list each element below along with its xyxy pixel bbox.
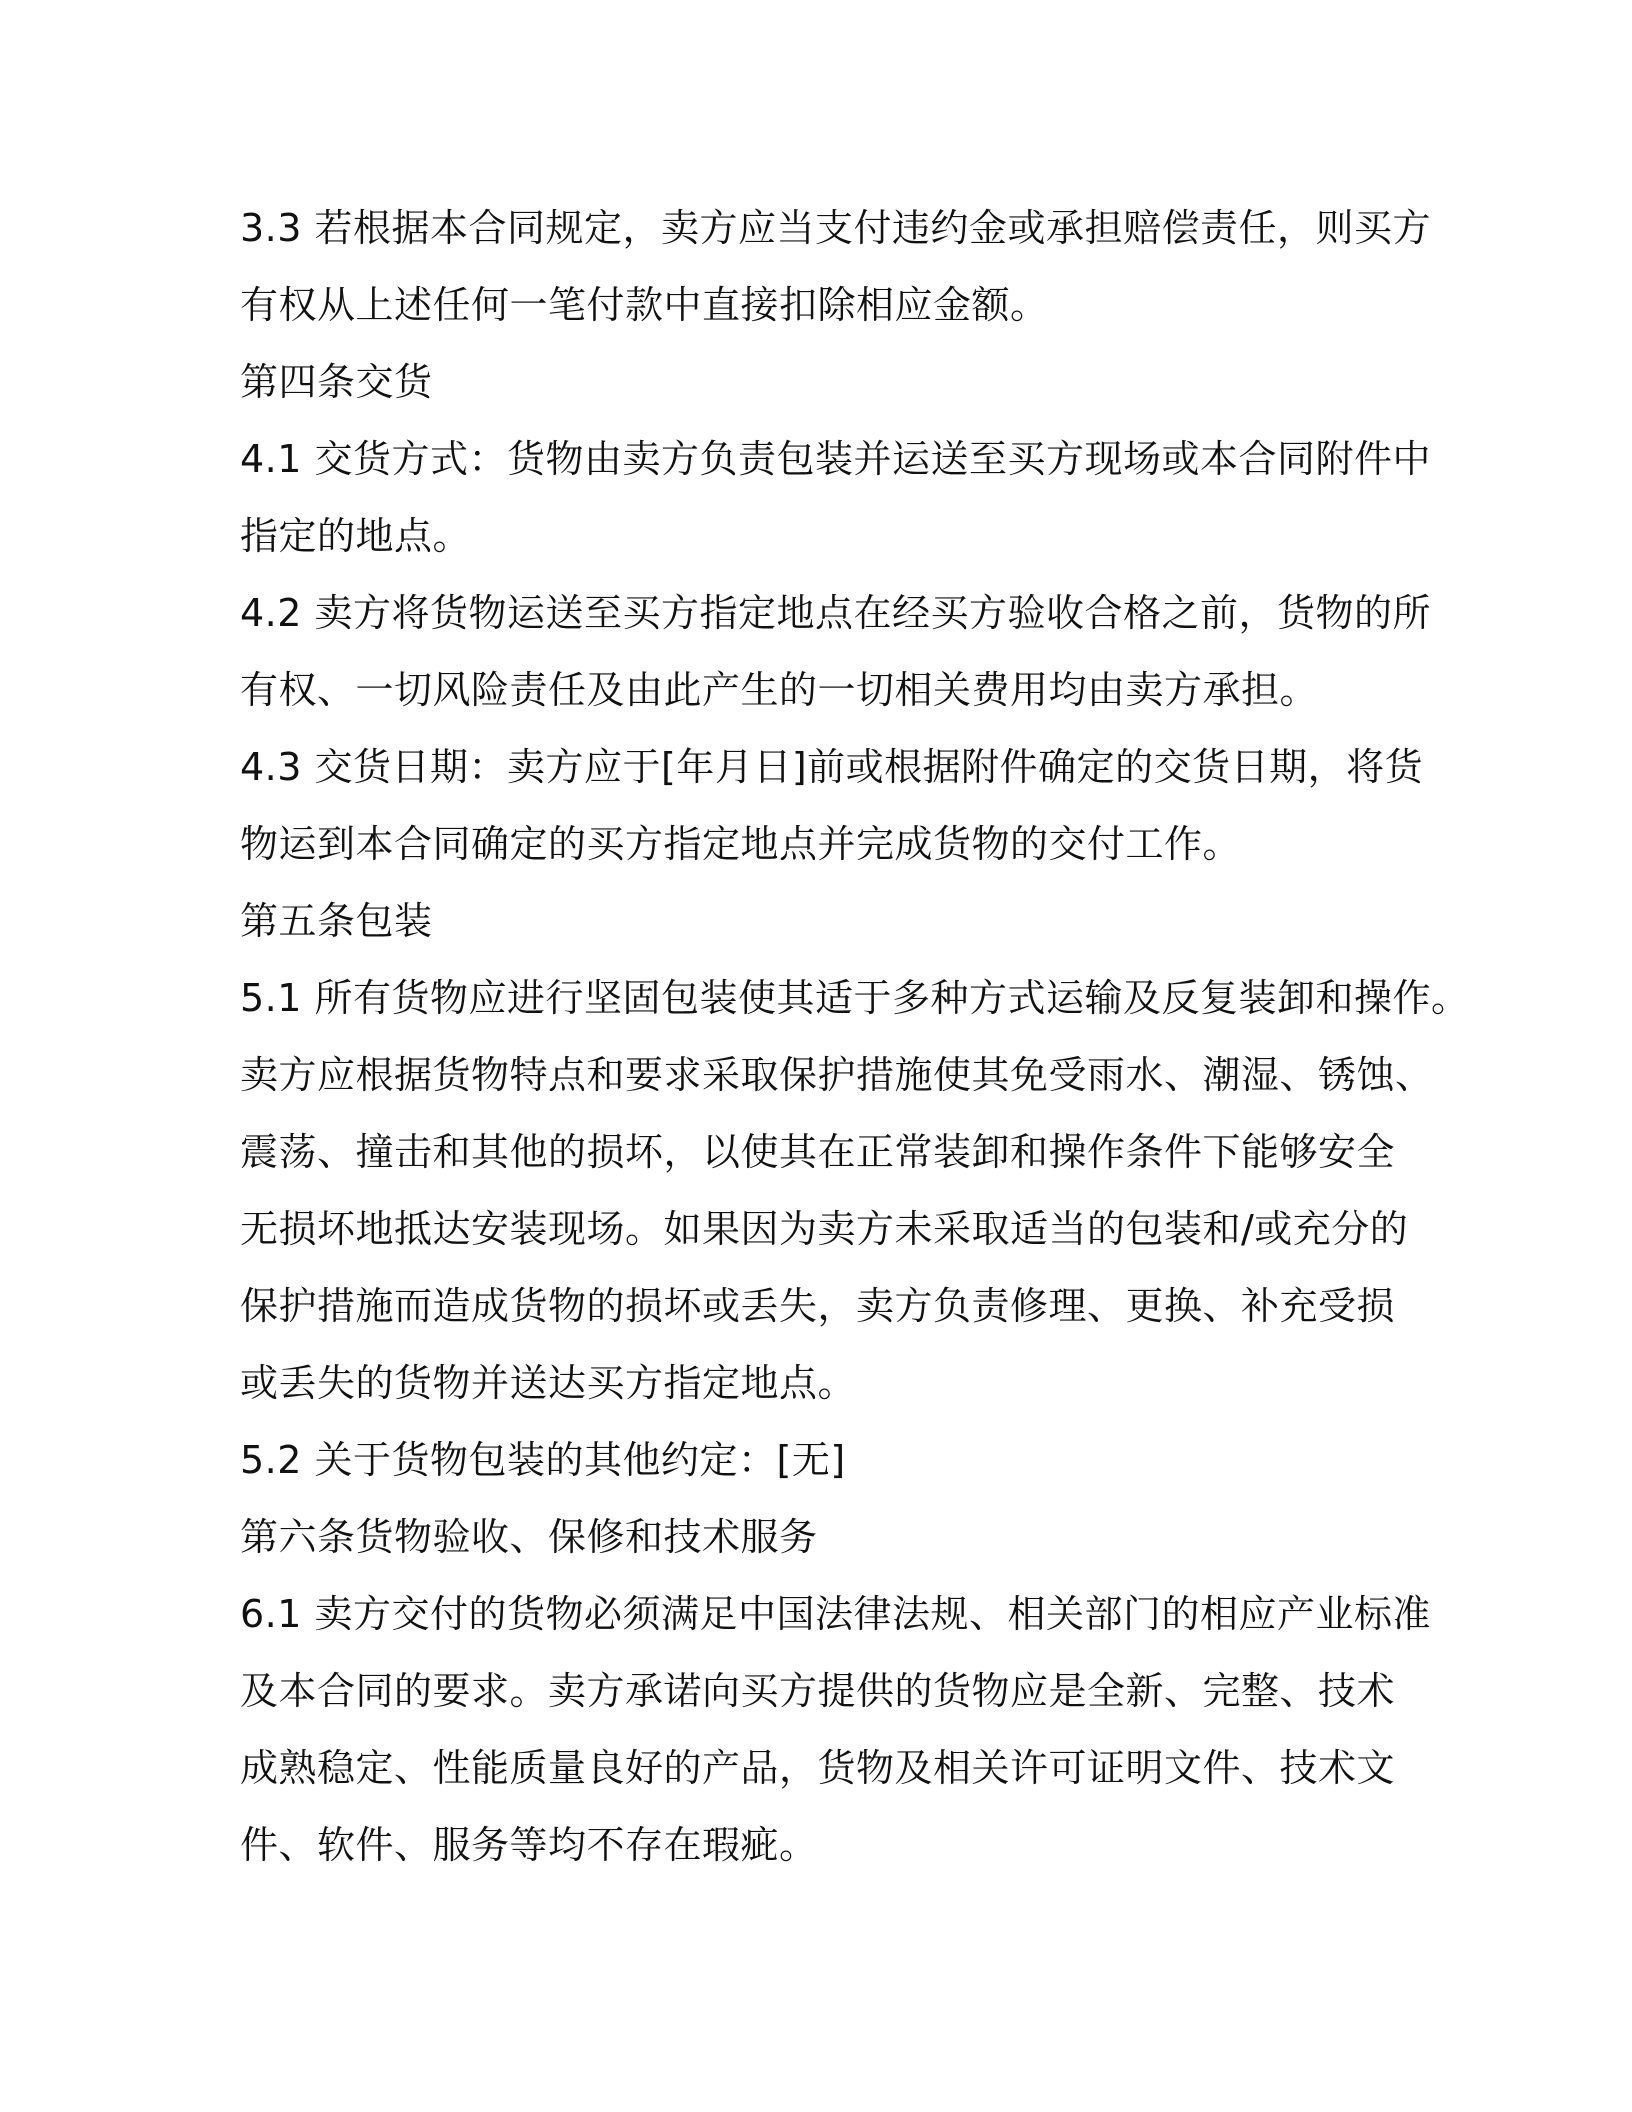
text-line: 保护措施而造成货物的损坏或丢失，卖方负责修理、更换、补充受损 (240, 1284, 1396, 1328)
document-body (240, 190, 1470, 1884)
text-line: 指定的地点。 (240, 514, 472, 558)
text-line: 件、软件、服务等均不存在瑕疵。 (240, 1823, 818, 1867)
text-line: 无损坏地抵达安装现场。如果因为卖方未采取适当的包装和/或充分的 (240, 1207, 1409, 1251)
text-line: 或丢失的货物并送达买方指定地点。 (240, 1361, 857, 1405)
text-line: 卖方应根据货物特点和要求采取保护措施使其免受雨水、潮湿、锈蚀、 (240, 1053, 1434, 1097)
text-line: 5.1 所有货物应进行坚固包装使其适于多种方式运输及反复装卸和操作。 (240, 976, 1470, 1020)
text-line: 4.2 卖方将货物运送至买方指定地点在经买方验收合格之前，货物的所 (240, 591, 1432, 635)
text-line: 6.1 卖方交付的货物必须满足中国法律法规、相关部门的相应产业标准 (240, 1592, 1432, 1636)
text-line: 3.3 若根据本合同规定，卖方应当支付违约金或承担赔偿责任，则买方 (240, 206, 1432, 250)
text-line: 震荡、撞击和其他的损坏，以使其在正常装卸和操作条件下能够安全 (240, 1130, 1396, 1174)
text-line: 4.3 交货日期：卖方应于[年月日]前或根据附件确定的交货日期，将货 (240, 745, 1424, 789)
text-line: 及本合同的要求。卖方承诺向买方提供的货物应是全新、完整、技术 (240, 1669, 1396, 1713)
section-heading: 第六条货物验收、保修和技术服务 (240, 1515, 818, 1559)
text-line: 4.1 交货方式：货物由卖方负责包装并运送至买方现场或本合同附件中 (240, 437, 1432, 481)
text-line: 物运到本合同确定的买方指定地点并完成货物的交付工作。 (240, 822, 1242, 866)
section-heading: 第五条包装 (240, 899, 433, 943)
text-line: 5.2 关于货物包装的其他约定：[无] (240, 1438, 846, 1482)
section-heading: 第四条交货 (240, 360, 433, 404)
text-line: 有权、一切风险责任及由此产生的一切相关费用均由卖方承担。 (240, 668, 1319, 712)
text-line: 有权从上述任何一笔付款中直接扣除相应金额。 (240, 283, 1049, 327)
text-line: 成熟稳定、性能质量良好的产品，货物及相关许可证明文件、技术文 (240, 1746, 1396, 1790)
